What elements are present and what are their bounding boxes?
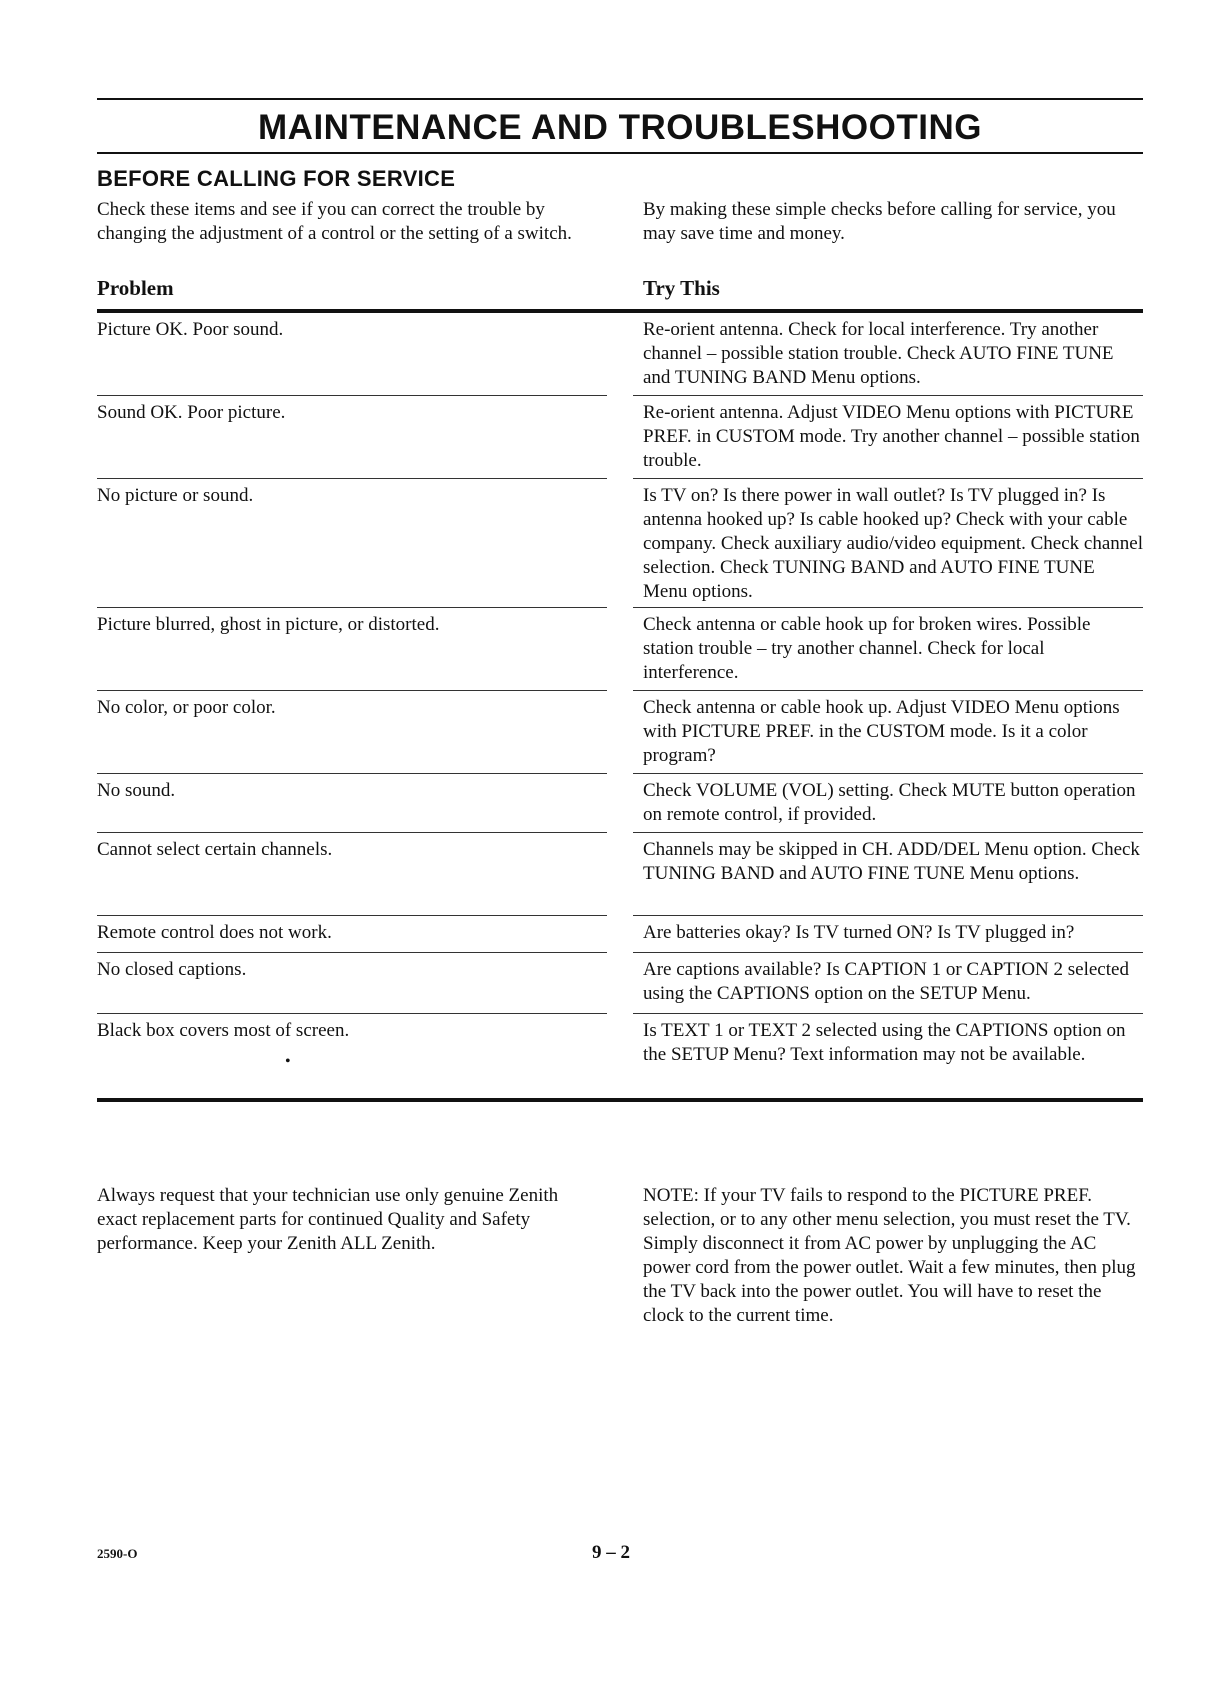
- page: [97, 98, 1143, 1328]
- try-this-cell: Check antenna or cable hook up. Adjust VIDEO Menu options with PICTURE PREF. in the CUSTOM mode. Is it a color program?: [643, 697, 1120, 766]
- replacement-parts-note: Always request that your technician use only genuine Zenith exact replacement parts for continued Quality and Safety performance. Keep your Zenith ALL Zenith.: [97, 1185, 559, 1254]
- try-this-cell: Is TEXT 1 or TEXT 2 selected using the CAPTIONS option on the SETUP Menu? Text information may not be available.: [643, 1020, 1126, 1065]
- problem-cell: Cannot select certain channels.: [97, 839, 333, 860]
- problem-column-header: Problem: [97, 276, 174, 300]
- troubleshooting-table: [97, 313, 1143, 1090]
- table-row: [97, 479, 1143, 607]
- table-row: [97, 916, 1143, 952]
- problem-cell: No color, or poor color.: [97, 697, 276, 718]
- problem-cell: Black box covers most of screen.: [97, 1020, 350, 1041]
- reset-note: NOTE: If your TV fails to respond to the PICTURE PREF. selection, or to any other menu selection, you must reset the TV. Simply disconnect it from AC power by unplugging the AC power cord from the power outlet. Wait a few minutes, then plug the TV back into the power outlet. You will have to reset the clock to the current time.: [643, 1185, 1136, 1326]
- table-header: [97, 276, 1143, 309]
- table-row: [97, 691, 1143, 773]
- table-row: [97, 313, 1143, 395]
- page-number: 9 – 2: [592, 1542, 630, 1563]
- table-row: [97, 1014, 1143, 1090]
- table-row: [97, 953, 1143, 1013]
- table-row: [97, 396, 1143, 478]
- problem-cell: Picture OK. Poor sound.: [97, 319, 284, 340]
- try-this-cell: Is TV on? Is there power in wall outlet? Is TV plugged in? Is antenna hooked up? Is cable hooked up? Check with your cable company. Check auxiliary audio/video equipment. Check channel selection. Check TUNING BAND and AUTO FINE TUNE Menu options.: [643, 485, 1144, 602]
- try-this-cell: Check antenna or cable hook up for broken wires. Possible station trouble – try another channel. Check for local interference.: [643, 614, 1091, 683]
- problem-cell: Sound OK. Poor picture.: [97, 402, 286, 423]
- try-this-column-header: Try This: [643, 276, 720, 300]
- page-title: MAINTENANCE AND TROUBLESHOOTING: [258, 108, 982, 147]
- intro-right: By making these simple checks before calling for service, you may save time and money.: [643, 199, 1116, 244]
- try-this-cell: Re-orient antenna. Adjust VIDEO Menu options with PICTURE PREF. in CUSTOM mode. Try another channel – possible station trouble.: [643, 402, 1140, 471]
- problem-cell: Picture blurred, ghost in picture, or distorted.: [97, 614, 440, 635]
- problem-cell: No picture or sound.: [97, 485, 254, 506]
- table-bottom-rule: [97, 1098, 1143, 1102]
- try-this-cell: Check VOLUME (VOL) setting. Check MUTE button operation on remote control, if provided.: [643, 780, 1136, 825]
- table-row: [97, 833, 1143, 915]
- section-heading: BEFORE CALLING FOR SERVICE: [97, 166, 456, 191]
- try-this-cell: Are captions available? Is CAPTION 1 or CAPTION 2 selected using the CAPTIONS option on the SETUP Menu.: [643, 959, 1129, 1004]
- problem-cell: No sound.: [97, 780, 176, 801]
- intro: [97, 198, 1143, 246]
- table-row: [97, 774, 1143, 832]
- title-bottom-rule: [97, 152, 1143, 154]
- intro-left: Check these items and see if you can correct the trouble by changing the adjustment of a control or the setting of a switch.: [97, 199, 572, 244]
- stray-mark: •: [285, 1053, 291, 1070]
- footer-notes: [97, 1184, 1143, 1328]
- try-this-cell: Are batteries okay? Is TV turned ON? Is TV plugged in?: [643, 922, 1075, 943]
- problem-cell: Remote control does not work.: [97, 922, 332, 943]
- problem-cell: No closed captions.: [97, 959, 247, 980]
- try-this-cell: Channels may be skipped in CH. ADD/DEL Menu option. Check TUNING BAND and AUTO FINE TUNE Menu options.: [643, 839, 1140, 884]
- page-code: 2590-O: [97, 1546, 138, 1561]
- try-this-cell: Re-orient antenna. Check for local interference. Try another channel – possible station trouble. Check AUTO FINE TUNE and TUNING BAND Menu options.: [643, 319, 1114, 388]
- table-row: [97, 608, 1143, 690]
